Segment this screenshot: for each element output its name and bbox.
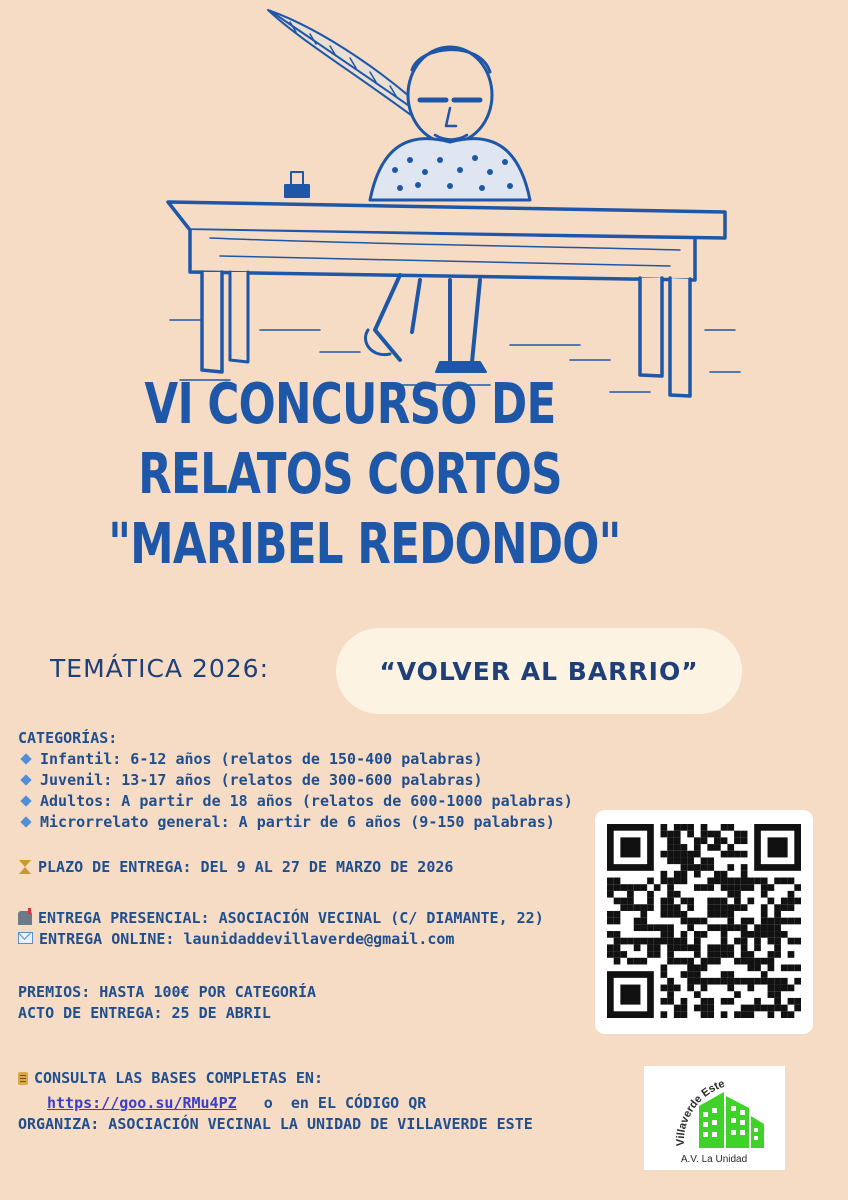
hourglass-icon [18,860,32,874]
category-item: Adultos: A partir de 18 años (relatos de 600-1000 palabras) [18,791,588,812]
title-line-3: "MARIBEL REDONDO" [108,512,621,577]
categorias-heading: CATEGORÍAS: [18,729,118,747]
diamond-icon [20,774,31,785]
envelope-icon [18,932,33,944]
tematica-label: TEMÁTICA 2026: [50,654,269,683]
tematica-value: “VOLVER AL BARRIO” [379,656,699,686]
qr-code[interactable] [607,824,801,1018]
diamond-icon [20,816,31,827]
scroll-icon [18,1072,28,1085]
title-line-1: VI CONCURSO DE [144,372,556,437]
title-line-2: RELATOS CORTOS [138,442,562,507]
logo-arc-text: Villaverde Este [674,1077,727,1147]
bases-link-row [18,1093,588,1114]
consulta-bases: CONSULTA LAS BASES COMPLETAS EN: [18,1068,588,1089]
diamond-icon [20,795,31,806]
category-item: Infantil: 6-12 años (relatos de 150-400 palabras) [18,749,588,770]
plazo-entrega: PLAZO DE ENTREGA: DEL 9 AL 27 DE MARZO DE 2026 [18,857,588,878]
organiza: ORGANIZA: ASOCIACIÓN VECINAL LA UNIDAD DE VILLAVERDE ESTE [18,1115,533,1133]
logo-name: A.V. La Unidad [680,1154,748,1165]
category-item: Microrrelato general: A partir de 6 años (9-150 palabras) [18,812,588,833]
tematica-pill [336,628,742,714]
qr-code-card[interactable] [595,810,813,1034]
entrega-presencial: ENTREGA PRESENCIAL: ASOCIACIÓN VECINAL (C/ DIAMANTE, 22) [18,908,588,929]
contest-title [108,370,621,580]
qr-reference: en EL CÓDIGO QR [290,1094,427,1112]
or-text: o [263,1094,273,1112]
category-item: Juvenil: 13-17 años (relatos de 300-600 palabras) [18,770,588,791]
diamond-icon [20,753,31,764]
info-block [18,728,588,1135]
entrega-online: ENTREGA ONLINE: launidaddevillaverde@gmail.com [18,929,588,950]
bases-link[interactable]: https://goo.su/RMu4PZ [47,1094,237,1112]
writer-at-desk-illustration [150,0,750,405]
association-logo [644,1066,785,1170]
mailbox-icon [18,911,32,925]
acto-entrega: ACTO DE ENTREGA: 25 DE ABRIL [18,1004,271,1022]
building-logo-icon [644,1066,785,1170]
premios: PREMIOS: HASTA 100€ POR CATEGORÍA [18,983,317,1001]
